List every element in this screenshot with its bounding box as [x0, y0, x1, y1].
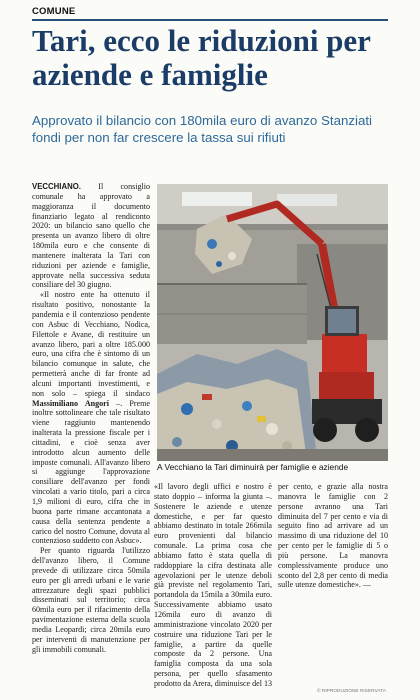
dateline: VECCHIANO.: [32, 182, 81, 191]
paragraph-1: [32, 182, 150, 290]
copyright-notice: © RIPRODUZIONE RISERVATA: [316, 689, 386, 694]
paragraph-2: [32, 290, 150, 546]
section-label: COMUNE: [32, 6, 76, 17]
article-column-1: [32, 182, 150, 690]
mayor-name: Massimiliano Angori: [32, 398, 109, 408]
article-continued-text: per cento, e grazie alla nostra manovra le famiglie con 2 persone avranno una Tari diminuita del 7 per cento e via di seguito fino ad arrivare ad un massimo di una riduzione del 10 per cento per le famiglie di 5 o più persone. La manovra complessivamente produce uno sconto del 2,8 per cento di media sulle utenze domestiche». —: [278, 482, 388, 590]
paragraph-4: «Il lavoro degli uffici e nostro è stato doppio – informa la giunta –. Sostenere le aziende e utenze domestiche, e per far questo abbiamo destinato in totale 266mila euro provenienti dal bilancio comunale. La prima cosa che abbiamo fatto è stata quella di raddoppiare la cifra destinata alle agevolazioni per le utenze deboli già previste nel regolamento Tari, portandola da 15mila a 30mila euro. Successivamente abbiamo usato 126mila euro di avanzo di amministrazione vincolato 2020 per costruire una riduzione Tari per le famiglie, a partire da quelle composte da 2 persone. Una famiglia composta da una sola persona, per quello sfasamento prodotto da Arera, diminuisce del 13: [154, 482, 272, 688]
article-photo: [157, 184, 388, 461]
paragraph-1-text: Il consiglio comunale ha approvato a maggioranza il documento finanziario legato al rendiconto 2020: un bilancio sano quello che presenta un avanzo libero di oltre 180mila euro e che consente di mantenere inalterata la Tari con riduzioni per aziende e famiglie, approvate nella successiva seduta consiliare del 30 giugno.: [32, 182, 150, 290]
paragraph-3: Per quanto riguarda l'utilizzo dell'avanzo libero, il Comune prevede di utilizzare circa 50mila euro per gli arredi urbani e le varie attrezzature degli spazi pubblici disseminati sul territorio; circa 60mila euro per il rifacimento della pavimentazione esterna della scuola media Leopardi; circa 20mila euro per interventi di manutenzione per gli immobili comunali.: [32, 546, 150, 654]
headline: Tari, ecco le riduzioni per aziende e famiglie: [32, 23, 371, 92]
article-column-3: [278, 482, 388, 692]
paragraph-2a-text: «Il nostro ente ha ottenuto il risultato positivo, nonostante la pandemia e il contenzioso pendente con Asbuc di Vecchiano, Nodica, Filettole e Avane, di restituire un avanzo libero, pari a oltre 185.000 euro, una cifra che è sintomo di un bilancio comunque in salute, che permetterà anche di far fronte ad alcuni importanti investimenti, e non solo – spiega il sindaco: [32, 290, 150, 398]
subheadline: Approvato il bilancio con 180mila euro di avanzo Stanziati fondi per non far crescere la tassa sui rifiuti: [32, 113, 373, 145]
photo-caption: A Vecchiano la Tari diminuirà per famiglie e aziende: [157, 462, 349, 472]
paragraph-2b-text: –. Preme inoltre sottolineare che tale risultato viene raggiunto mantenendo inalterata la pressione fiscale per i cittadini, e cioè senza aver introdotto alcun aumento delle imposte comunali. All'avanzo libero si aggiunge l'approvazione consiliare dell'avanzo per fondi vincolati a vario titolo, pari a circa 1,9 milioni di euro, cifra che in buona parte rimane accantonata a causa della sentenza pendente a carico del nostro Comune, dovuta al contenzioso suddetto con Asbuc».: [32, 398, 150, 546]
waste-plant-illustration: [157, 184, 388, 461]
section-rule: [32, 19, 388, 21]
article-column-2: [154, 482, 272, 692]
